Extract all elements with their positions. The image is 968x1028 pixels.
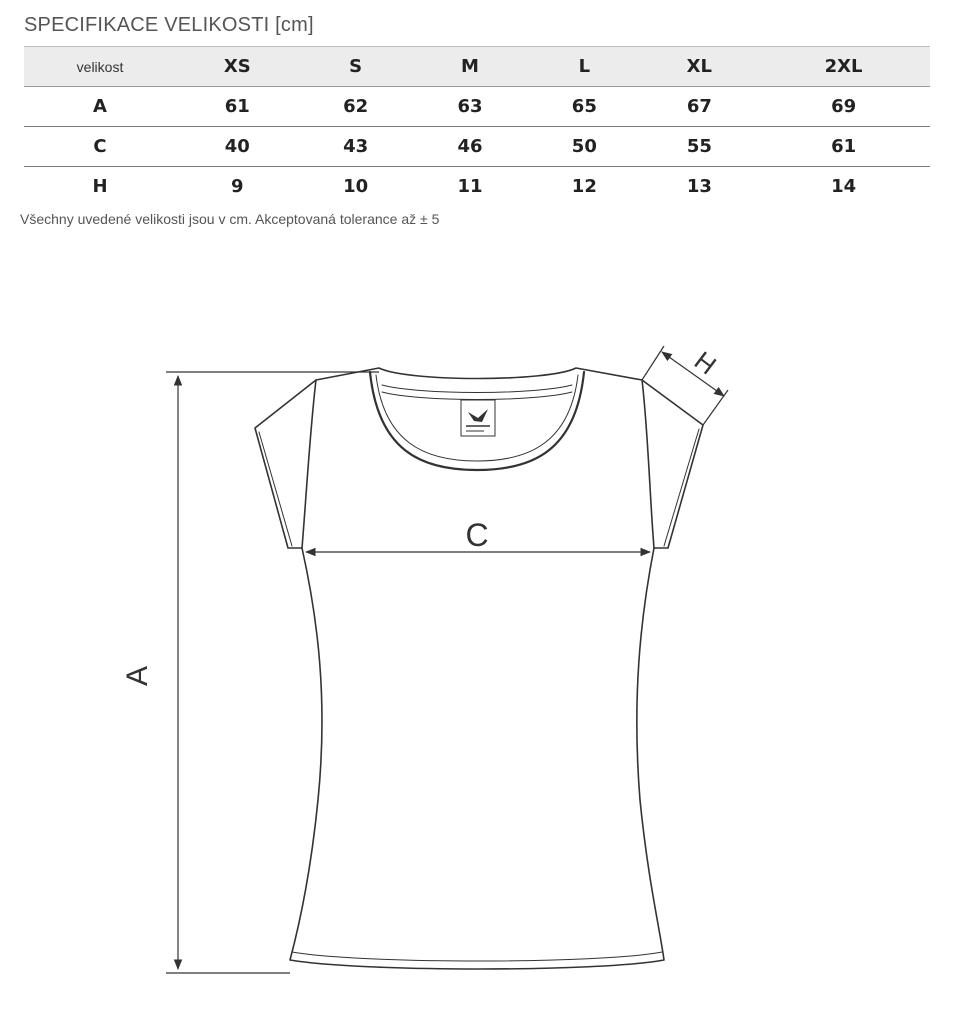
table-cell: 63 <box>457 96 483 117</box>
size-header-xl: XL <box>686 56 713 77</box>
table-cell: 67 <box>686 96 712 117</box>
size-header-s: S <box>349 56 363 77</box>
table-cell: 46 <box>457 136 483 157</box>
table-cell: 14 <box>831 176 857 197</box>
table-cell: 43 <box>343 136 369 157</box>
tshirt-outline <box>255 368 703 969</box>
label-c: C <box>465 517 489 553</box>
size-header-xs: XS <box>223 56 251 77</box>
table-cell: 55 <box>686 136 712 157</box>
size-header-label: velikost <box>76 58 124 75</box>
label-h: H <box>688 345 722 381</box>
table-cell: 65 <box>571 96 597 117</box>
table-cell: 9 <box>230 176 244 197</box>
table-cell: 40 <box>224 136 250 157</box>
row-label: C <box>93 136 107 157</box>
row-label: A <box>93 96 107 117</box>
label-a: A <box>121 665 154 687</box>
size-header-2xl: 2XL <box>824 56 863 77</box>
table-cell: 69 <box>831 96 857 117</box>
tolerance-note: Všechny uvedené velikosti jsou v cm. Akceptovaná tolerance až ± 5 <box>20 211 440 227</box>
table-cell: 50 <box>571 136 597 157</box>
table-cell: 61 <box>224 96 250 117</box>
table-cell: 10 <box>343 176 369 197</box>
table-cell: 62 <box>343 96 369 117</box>
size-header-m: M <box>461 56 479 77</box>
brand-label <box>461 400 495 436</box>
page-title: SPECIFIKACE VELIKOSTI [cm] <box>24 14 314 36</box>
row-label: H <box>92 176 108 197</box>
dimension-a <box>166 372 379 973</box>
table-cell: 12 <box>571 176 597 197</box>
table-cell: 11 <box>457 176 483 197</box>
size-header-l: L <box>578 56 591 77</box>
table-cell: 13 <box>686 176 712 197</box>
table-cell: 61 <box>831 136 857 157</box>
